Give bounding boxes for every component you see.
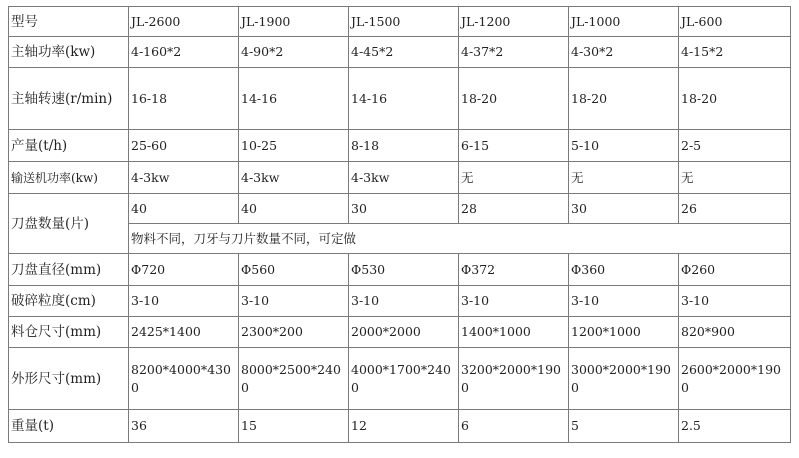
- table-cell: 40: [129, 194, 239, 224]
- table-cell: 40: [239, 194, 349, 224]
- table-cell: Φ360: [569, 254, 679, 286]
- table-cell: 1400*1000: [459, 317, 569, 348]
- table-cell: 2300*200: [239, 317, 349, 348]
- row-label: 主轴转速(r/min): [9, 68, 129, 130]
- table-cell: 2000*2000: [349, 317, 459, 348]
- table-cell: 无: [569, 162, 679, 194]
- table-cell: 18-20: [679, 68, 791, 130]
- table-cell: Φ260: [679, 254, 791, 286]
- table-cell: 5: [569, 410, 679, 443]
- table-row: [9, 37, 791, 68]
- table-cell: 8200*4000*4300: [129, 348, 239, 410]
- table-cell: 2600*2000*1900: [679, 348, 791, 410]
- table-cell: 26: [679, 194, 791, 224]
- table-cell: 4-37*2: [459, 37, 569, 68]
- table-cell: 14-16: [239, 68, 349, 130]
- table-row: [9, 194, 791, 224]
- table-cell: Φ720: [129, 254, 239, 286]
- model-cell: JL-600: [679, 7, 791, 37]
- row-label: 刀盘数量(片): [9, 194, 129, 254]
- spec-table: [8, 6, 791, 443]
- table-cell: 820*900: [679, 317, 791, 348]
- table-cell: 3-10: [239, 286, 349, 317]
- table-cell: 6: [459, 410, 569, 443]
- table-row: [9, 254, 791, 286]
- table-cell: 3-10: [459, 286, 569, 317]
- note-cell: 物料不同，刀牙与刀片数量不同，可定做: [129, 224, 791, 254]
- table-cell: 8000*2500*2400: [239, 348, 349, 410]
- table-row: [9, 317, 791, 348]
- table-cell: 25-60: [129, 130, 239, 162]
- model-cell: JL-1200: [459, 7, 569, 37]
- table-cell: 3200*2000*1900: [459, 348, 569, 410]
- table-cell: 36: [129, 410, 239, 443]
- table-cell: 8-18: [349, 130, 459, 162]
- row-label: 外形尺寸(mm): [9, 348, 129, 410]
- table-cell: 2425*1400: [129, 317, 239, 348]
- model-cell: JL-1000: [569, 7, 679, 37]
- table-cell: 4-160*2: [129, 37, 239, 68]
- table-cell: 14-16: [349, 68, 459, 130]
- table-cell: 4-3kw: [129, 162, 239, 194]
- table-cell: 无: [679, 162, 791, 194]
- table-cell: Φ560: [239, 254, 349, 286]
- table-cell: 15: [239, 410, 349, 443]
- table-cell: 2.5: [679, 410, 791, 443]
- table-cell: 16-18: [129, 68, 239, 130]
- table-cell: 30: [349, 194, 459, 224]
- row-label: 型号: [9, 7, 129, 37]
- table-cell: 1200*1000: [569, 317, 679, 348]
- table-row: [9, 410, 791, 443]
- table-cell: 28: [459, 194, 569, 224]
- table-cell: 10-25: [239, 130, 349, 162]
- table-row: [9, 348, 791, 410]
- table-row: [9, 68, 791, 130]
- table-row: [9, 130, 791, 162]
- row-label: 重量(t): [9, 410, 129, 443]
- row-label: 主轴功率(kw): [9, 37, 129, 68]
- table-cell: 30: [569, 194, 679, 224]
- table-cell: 3-10: [129, 286, 239, 317]
- table-cell: 3-10: [569, 286, 679, 317]
- table-cell: 12: [349, 410, 459, 443]
- model-cell: JL-1900: [239, 7, 349, 37]
- table-row-header: [9, 7, 791, 37]
- table-cell: 2-5: [679, 130, 791, 162]
- model-cell: JL-2600: [129, 7, 239, 37]
- table-cell: 4-3kw: [239, 162, 349, 194]
- table-cell: 3-10: [679, 286, 791, 317]
- table-cell: 5-10: [569, 130, 679, 162]
- table-cell: 4000*1700*2400: [349, 348, 459, 410]
- table-cell: 18-20: [569, 68, 679, 130]
- model-cell: JL-1500: [349, 7, 459, 37]
- row-label: 产量(t/h): [9, 130, 129, 162]
- table-cell: Φ372: [459, 254, 569, 286]
- table-cell: 4-30*2: [569, 37, 679, 68]
- table-cell: 6-15: [459, 130, 569, 162]
- row-label: 料仓尺寸(mm): [9, 317, 129, 348]
- table-cell: 无: [459, 162, 569, 194]
- table-row: [9, 162, 791, 194]
- table-cell: 4-15*2: [679, 37, 791, 68]
- table-cell: 4-45*2: [349, 37, 459, 68]
- table-cell: 4-90*2: [239, 37, 349, 68]
- table-cell: 3-10: [349, 286, 459, 317]
- row-label: 刀盘直径(mm): [9, 254, 129, 286]
- row-label: 输送机功率(kw): [9, 162, 129, 194]
- table-row: [9, 286, 791, 317]
- table-cell: 4-3kw: [349, 162, 459, 194]
- table-cell: Φ530: [349, 254, 459, 286]
- table-cell: 18-20: [459, 68, 569, 130]
- table-cell: 3000*2000*1900: [569, 348, 679, 410]
- row-label: 破碎粒度(cm): [9, 286, 129, 317]
